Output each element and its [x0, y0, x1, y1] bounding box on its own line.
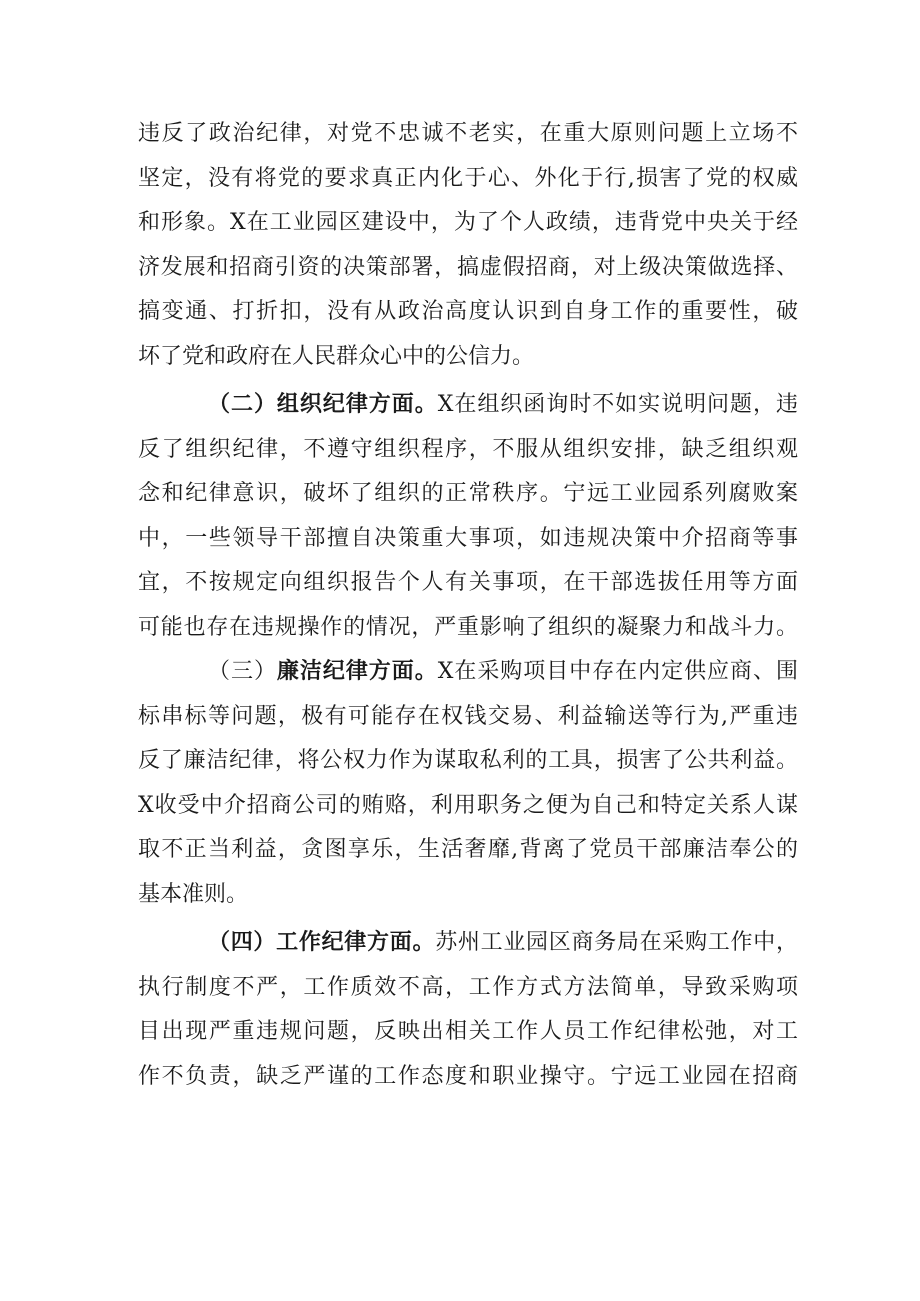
- section-number: （二）: [208, 392, 277, 417]
- section-number: （三）: [208, 659, 277, 684]
- text-line: 坏了党和政府在人民群众心中的公信力。: [138, 343, 535, 369]
- text-line: 可能也存在违规操作的情况，严重影响了组织的凝聚力和战斗力。: [138, 614, 798, 640]
- section-number: （四）: [208, 930, 277, 955]
- text-line: X收受中介招商公司的贿赂，利用职务之便为自己和特定关系人谋: [138, 792, 798, 818]
- paragraph-text: X在组织函询时不如实说明问题，违: [437, 392, 798, 417]
- text-line: 中，一些领导干部擅自决策重大事项，如违规决策中介招商等事: [138, 525, 798, 551]
- section-heading: 组织纪律方面。: [276, 392, 438, 417]
- text-line: 执行制度不严，工作质效不高，工作方式方法简单，导致采购项: [138, 974, 798, 1000]
- paragraph-first-line: [138, 650, 798, 695]
- text-line: 取不正当利益，贪图享乐，生活奢靡,背离了党员干部廉洁奉公的: [138, 837, 798, 862]
- document-body: [138, 112, 798, 1099]
- text-line: 和形象。X在工业园区建设中，为了个人政绩，违背党中央关于经: [138, 210, 798, 235]
- text-line: 反了廉洁纪律，将公权力作为谋取私利的工具，损害了公共利益。: [138, 748, 798, 773]
- text-line: 目出现严重违规问题，反映出相关工作人员工作纪律松弛，对工: [138, 1019, 798, 1044]
- paragraph-organizational-discipline: [138, 383, 798, 650]
- text-line: 作不负责，缺乏严谨的工作态度和职业操守。宁远工业园在招商: [138, 1063, 798, 1089]
- text-line: 基本准则。: [138, 881, 249, 907]
- text-line: 宜，不按规定向组织报告个人有关事项，在干部选拔任用等方面: [138, 570, 798, 595]
- paragraph-work-discipline: [138, 921, 798, 1099]
- paragraph-text: X在采购项目中存在内定供应商、围: [437, 659, 798, 684]
- text-line: 坚定，没有将党的要求真正内化于心、外化于行,损害了党的权威: [138, 165, 798, 191]
- section-heading: 工作纪律方面。: [276, 930, 436, 955]
- paragraph-political-discipline-continued: [138, 112, 798, 379]
- text-line: 济发展和招商引资的决策部署，搞虚假招商，对上级决策做选择、: [138, 254, 798, 280]
- text-line: 搞变通、打折扣，没有从政治高度认识到自身工作的重要性，破: [138, 299, 798, 324]
- text-line: 念和纪律意识，破坏了组织的正常秩序。宁远工业园系列腐败案: [138, 481, 798, 506]
- paragraph-text: 苏州工业园区商务局在采购工作中，: [435, 930, 798, 955]
- text-line: 违反了政治纪律，对党不忠诚不老实，在重大原则问题上立场不: [138, 121, 798, 146]
- section-heading: 廉洁纪律方面。: [276, 659, 438, 684]
- text-line: 标串标等问题，极有可能存在权钱交易、利益输送等行为,严重违: [138, 703, 798, 729]
- paragraph-first-line: [138, 921, 798, 966]
- paragraph-first-line: [138, 383, 798, 428]
- paragraph-integrity-discipline: [138, 650, 798, 917]
- text-line: 反了组织纪律，不遵守组织程序，不服从组织安排，缺乏组织观: [138, 436, 798, 462]
